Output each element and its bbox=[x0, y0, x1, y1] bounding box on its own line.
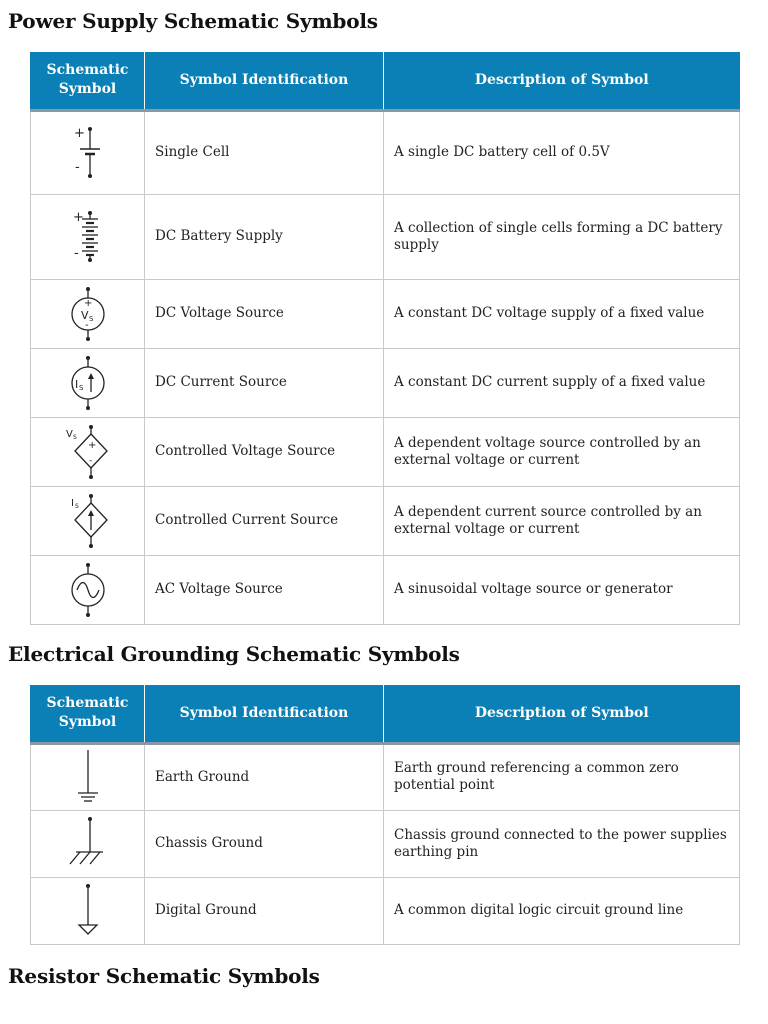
grounding-table bbox=[30, 685, 740, 945]
table-row bbox=[31, 194, 740, 279]
svg-text:+: + bbox=[83, 297, 92, 309]
power-supply-table bbox=[30, 52, 740, 625]
svg-text:I: I bbox=[70, 497, 74, 509]
table-row bbox=[31, 417, 740, 486]
svg-text:V: V bbox=[65, 428, 73, 440]
header-symbol-identification: Symbol Identification bbox=[145, 685, 384, 743]
symbol-cell bbox=[31, 743, 145, 810]
resistor-heading: Resistor Schematic Symbols bbox=[8, 964, 320, 988]
symbol-identification: DC Voltage Source bbox=[145, 279, 384, 348]
svg-text:V: V bbox=[80, 308, 89, 322]
single-cell-icon bbox=[68, 123, 108, 183]
symbol-description: A single DC battery cell of 0.5V bbox=[384, 110, 740, 194]
header-description: Description of Symbol bbox=[384, 685, 740, 743]
svg-text:+: + bbox=[87, 439, 96, 451]
svg-text:-: - bbox=[88, 455, 92, 466]
symbol-cell bbox=[31, 348, 145, 417]
svg-text:-: - bbox=[84, 319, 89, 331]
symbol-description: Chassis ground connected to the power supplies earthing pin bbox=[384, 810, 740, 877]
digital-ground-icon bbox=[68, 881, 108, 941]
svg-text:-: - bbox=[73, 245, 79, 261]
symbol-description: A constant DC current supply of a fixed value bbox=[384, 348, 740, 417]
svg-text:S: S bbox=[88, 314, 93, 323]
table-header-row bbox=[31, 52, 740, 110]
symbol-identification: DC Battery Supply bbox=[145, 194, 384, 279]
symbol-description: A common digital logic circuit ground line bbox=[384, 877, 740, 944]
symbol-identification: Controlled Current Source bbox=[145, 486, 384, 555]
symbol-cell bbox=[31, 486, 145, 555]
table-row bbox=[31, 110, 740, 194]
table-row bbox=[31, 279, 740, 348]
svg-text:I: I bbox=[74, 377, 78, 391]
symbol-description: A dependent current source controlled by an external voltage or current bbox=[384, 486, 740, 555]
symbol-identification: Chassis Ground bbox=[145, 810, 384, 877]
table-row bbox=[31, 555, 740, 624]
power-supply-heading: Power Supply Schematic Symbols bbox=[8, 9, 378, 33]
svg-text:+: + bbox=[73, 125, 85, 141]
symbol-cell bbox=[31, 417, 145, 486]
symbol-identification: Controlled Voltage Source bbox=[145, 417, 384, 486]
table-header-row bbox=[31, 685, 740, 743]
header-description: Description of Symbol bbox=[384, 52, 740, 110]
symbol-description: A constant DC voltage supply of a fixed value bbox=[384, 279, 740, 348]
symbol-identification: Earth Ground bbox=[145, 743, 384, 810]
symbol-identification: AC Voltage Source bbox=[145, 555, 384, 624]
symbol-identification: Digital Ground bbox=[145, 877, 384, 944]
dc-battery-icon bbox=[68, 207, 108, 267]
symbol-description: A dependent voltage source controlled by an external voltage or current bbox=[384, 417, 740, 486]
symbol-description: A collection of single cells forming a DC battery supply bbox=[384, 194, 740, 279]
controlled-current-source-icon bbox=[63, 493, 113, 549]
symbol-identification: DC Current Source bbox=[145, 348, 384, 417]
symbol-identification: Single Cell bbox=[145, 110, 384, 194]
svg-text:-: - bbox=[74, 159, 80, 175]
ac-voltage-source-icon bbox=[68, 562, 108, 618]
chassis-ground-icon bbox=[63, 814, 113, 874]
table-row bbox=[31, 486, 740, 555]
earth-ground-icon bbox=[68, 747, 108, 807]
dc-current-source-icon bbox=[68, 355, 108, 411]
table-row bbox=[31, 877, 740, 944]
header-schematic-symbol: Schematic Symbol bbox=[31, 685, 145, 743]
symbol-cell bbox=[31, 110, 145, 194]
table-row bbox=[31, 348, 740, 417]
svg-text:S: S bbox=[72, 433, 77, 441]
symbol-cell bbox=[31, 877, 145, 944]
header-schematic-symbol: Schematic Symbol bbox=[31, 52, 145, 110]
header-symbol-identification: Symbol Identification bbox=[145, 52, 384, 110]
symbol-cell bbox=[31, 279, 145, 348]
table-row bbox=[31, 810, 740, 877]
dc-voltage-source-icon bbox=[68, 286, 108, 342]
svg-text:+: + bbox=[72, 209, 84, 225]
svg-text:S: S bbox=[74, 502, 79, 510]
symbol-description: A sinusoidal voltage source or generator bbox=[384, 555, 740, 624]
symbol-cell bbox=[31, 194, 145, 279]
svg-text:S: S bbox=[78, 383, 83, 392]
table-row bbox=[31, 743, 740, 810]
symbol-description: Earth ground referencing a common zero potential point bbox=[384, 743, 740, 810]
symbol-cell bbox=[31, 555, 145, 624]
grounding-heading: Electrical Grounding Schematic Symbols bbox=[8, 642, 460, 666]
controlled-voltage-source-icon bbox=[63, 424, 113, 480]
symbol-cell bbox=[31, 810, 145, 877]
